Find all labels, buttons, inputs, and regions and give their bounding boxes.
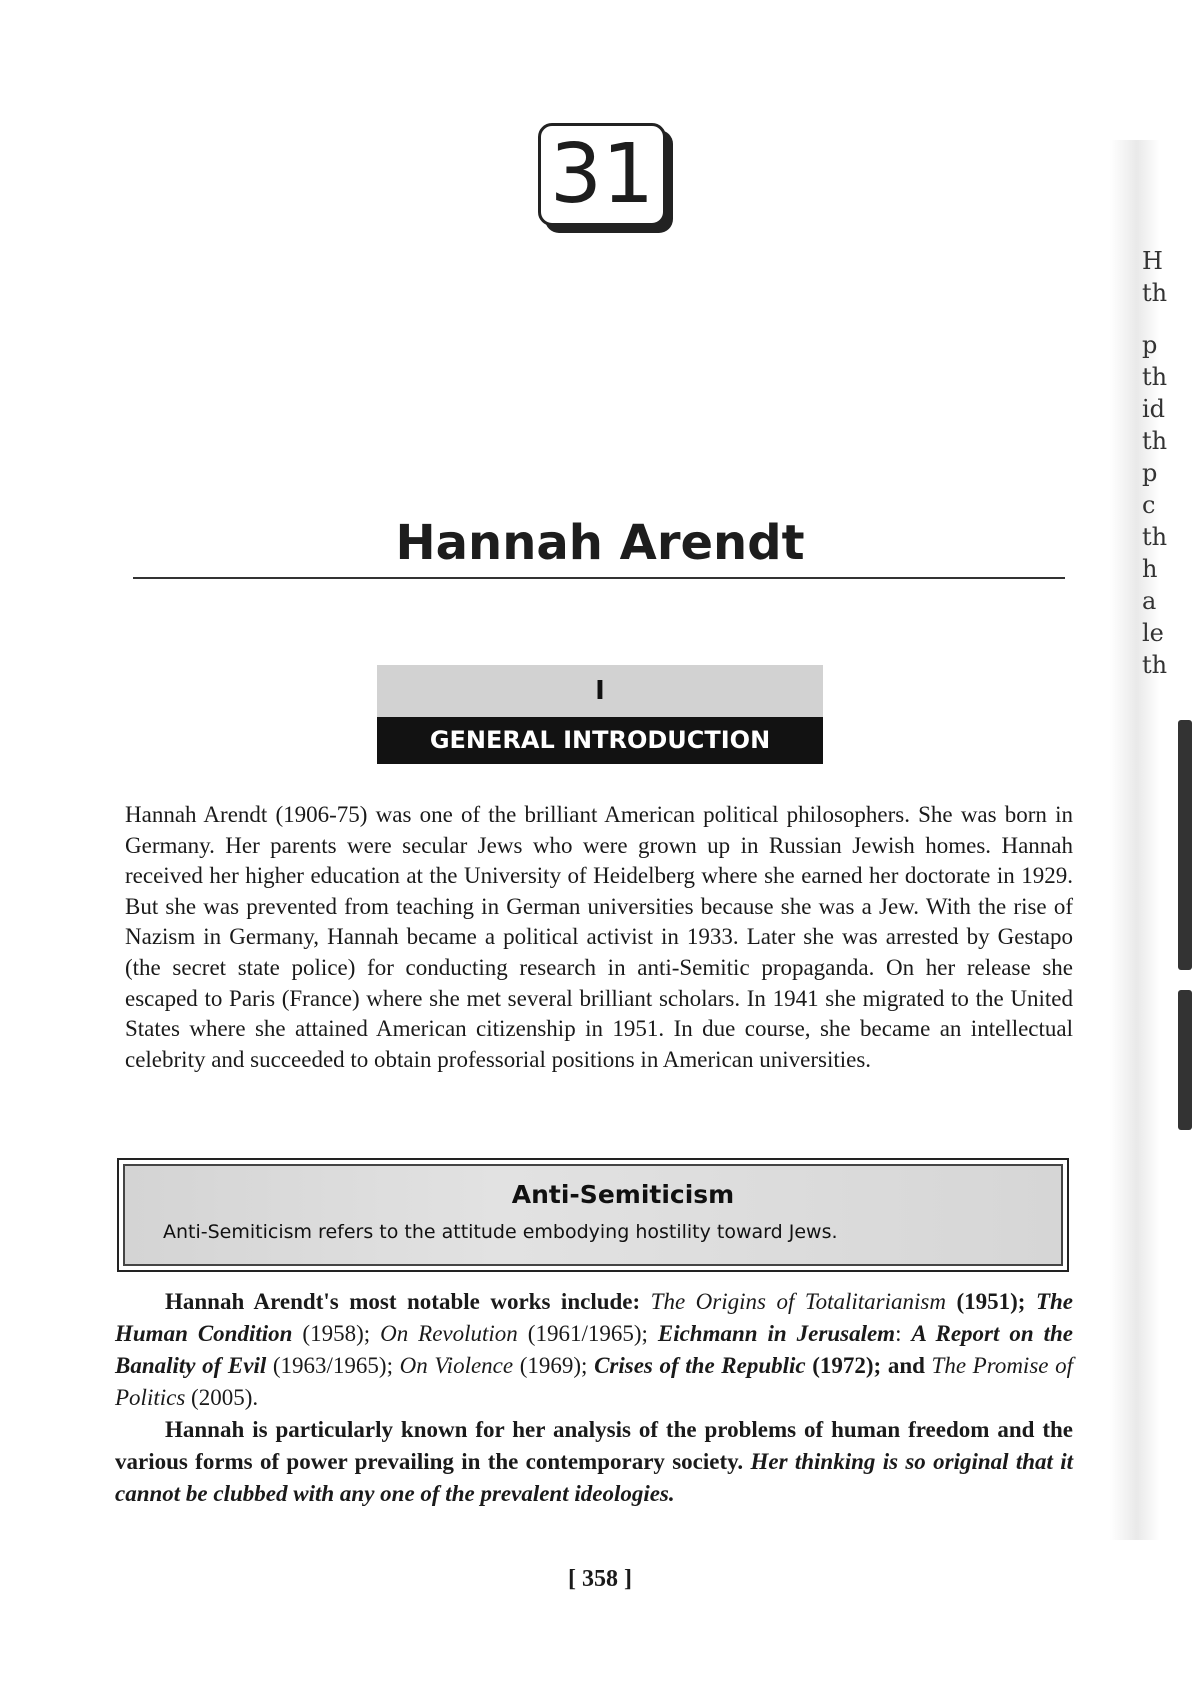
title-divider [133,577,1065,579]
chapter-number-badge [538,123,666,226]
adjacent-page-bar [1178,720,1192,970]
chapter-title: Hannah Arendt [395,515,805,571]
works-paragraph: Hannah Arendt's most notable works include: The Origins of Totalitarianism (1951); The Human Condition (1958); On Revolution (1961/1965); Eichmann in Jerusalem: A Report on the Banality of Evil (1963/1965); On Violence (1969); Crises of the Republic (1972); and The Promise of Politics (2005). [115,1289,1074,1410]
body-text [115,1286,1073,1510]
section-numeral: I [377,665,823,717]
freedom-paragraph: Hannah is particularly known for her analysis of the problems of human freedom and the various forms of power prevailing in the contemporary society. Her thinking is so original that it cannot be clubbed with any one of the prevalent ideologies. [115,1417,1074,1506]
page-number: [ 358 ] [568,1566,632,1592]
definition-title: Anti-Semiticism [511,1180,735,1209]
intro-paragraph: Hannah Arendt (1906-75) was one of the brilliant American political philosophers. She was born in Germany. Her parents were secular Jews who were grown up in Russian Jewish homes. Hannah received her higher education at the University of Heidelberg where she earned her doctorate in 1929. But she was prevented from teaching in German universities because she was a Jew. With the rise of Nazism in Germany, Hannah became a political activist in 1933. Later she was arrested by Gestapo (the secret state police) for conducting research in anti-Semitic propaganda. On her release she escaped to Paris (France) where she met several brilliant scholars. In 1941 she migrated to the United States where she attained American citizenship in 1951. In due course, she became an intellectual celebrity and succeeded to obtain professorial positions in American universities. [125,802,1073,1072]
adjacent-page-text: H th p th id th p c th h a le th [1142,247,1168,679]
definition-text: Anti-Semiticism refers to the attitude embodying hostility toward Jews. [163,1221,838,1243]
section-heading: GENERAL INTRODUCTION [377,717,823,764]
chapter-number: 31 [549,126,655,222]
definition-box [117,1158,1069,1272]
adjacent-page-bar [1178,990,1192,1130]
